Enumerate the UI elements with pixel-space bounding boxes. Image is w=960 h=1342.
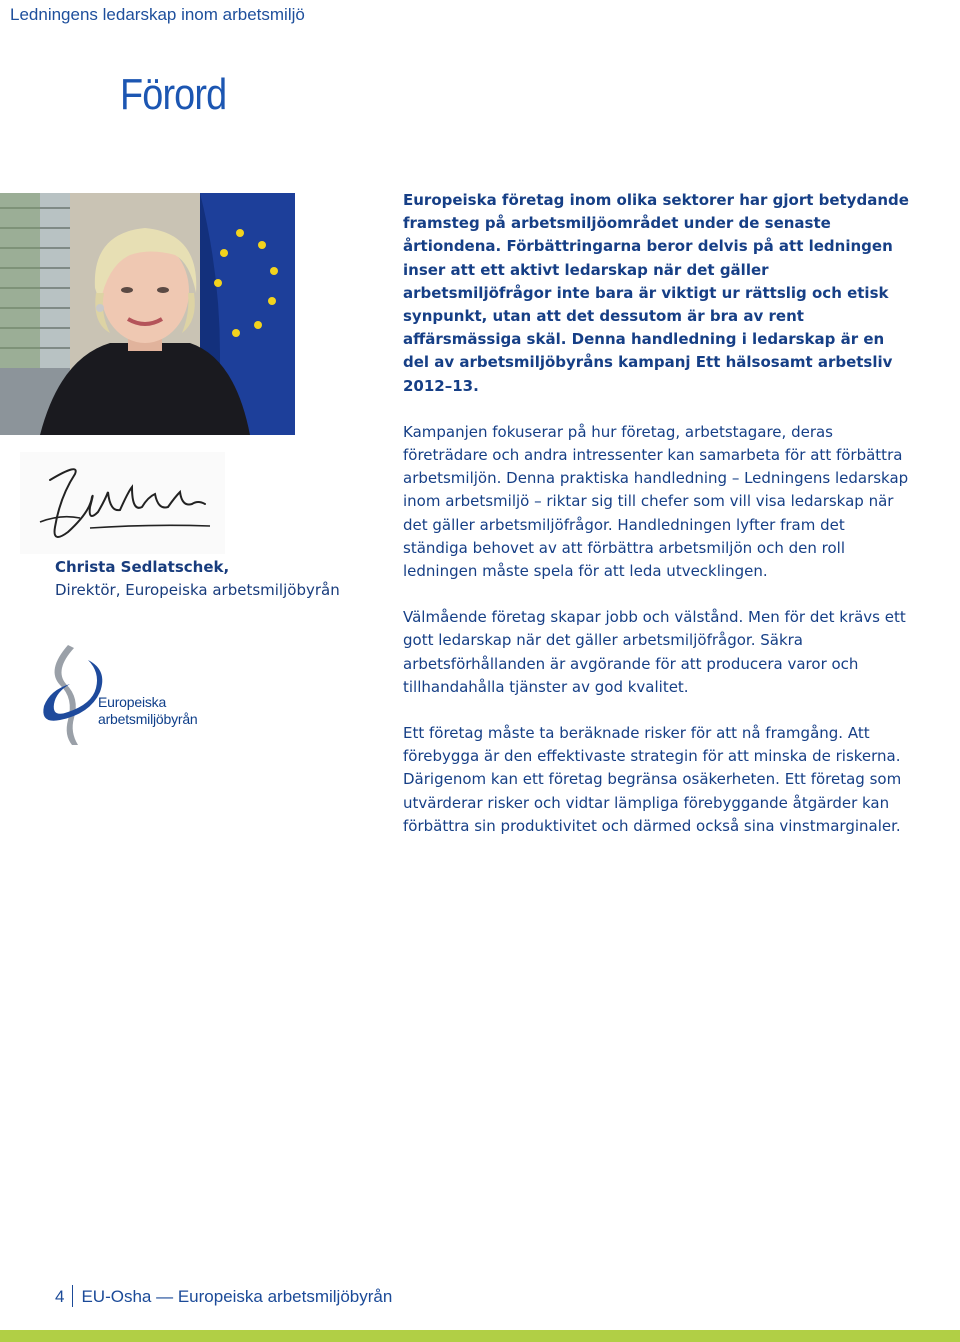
page-footer — [55, 1285, 392, 1307]
body-paragraph: Kampanjen fokuserar på hur företag, arbetstagare, deras företrädare och andra intressenter kan samarbeta för att förbättra arbetsmiljön. Denna praktiska handledning – Ledningens ledarskap inom arbetsmiljö – riktar sig till chefer som vill visa ledarskap när det gäller arbetsmiljöfrågor. Handledningen lyfter fram det ständiga behovet av att förbättra arbetsmiljön och den roll ledningen måste spela för att leda utvecklingen. — [403, 422, 909, 581]
logo-line-2: arbetsmiljöbyrån — [98, 711, 198, 727]
signer-role: Direktör, Europeiska arbetsmiljöbyrån — [55, 581, 340, 599]
main-text — [403, 189, 913, 861]
bottom-green-strip — [0, 1330, 960, 1342]
body-paragraph: Ett företag måste ta beräknade risker för att nå framgång. Att förebygga är den effektivaste strategin för att minska de riskerna. Därigenom kan ett företag begränsa osäkerheten. Ett företag som utvärderar risker och vidtar lämpliga förebyggande åtgärder kan förbättra sin produktivitet och därmed också sina vinstmarginaler. — [403, 724, 902, 835]
signer-block — [55, 556, 340, 602]
portrait-photo — [0, 193, 295, 435]
lead-paragraph: Europeiska företag inom olika sektorer har gjort betydande framsteg på arbetsmiljöområdet under de senaste årtiondena. Förbättringarna beror delvis på att ledningen inser att ett aktivt ledarskap när det gäller arbetsmiljöfrågor inte bara är viktigt ur rättslig och etisk synpunkt, utan att det dessutom är bra av rent affärsmässiga skäl. Denna handledning i ledarskap är en del av arbetsmiljöbyråns kampanj Ett hälsosamt arbetsliv 2012–13. — [403, 191, 909, 395]
signer-name: Christa Sedlatschek, — [55, 558, 230, 576]
page-title: Förord — [120, 70, 227, 119]
footer-label: EU-Osha — Europeiska arbetsmiljöbyrån — [81, 1287, 393, 1306]
body-paragraph: Välmående företag skapar jobb och välstånd. Men för det krävs ett gott ledarskap när det gäller arbetsmiljöfrågor. Säkra arbetsförhållanden är avgörande för att producera varor och tillhandahålla tjänster av god kvalitet. — [403, 608, 906, 696]
logo-line-1: Europeiska — [98, 694, 167, 710]
agency-logo-text — [98, 694, 198, 728]
running-header: Ledningens ledarskap inom arbetsmiljö — [10, 5, 305, 24]
page-number: 4 — [55, 1287, 65, 1306]
signature-image — [20, 452, 225, 554]
footer-divider — [72, 1285, 73, 1307]
